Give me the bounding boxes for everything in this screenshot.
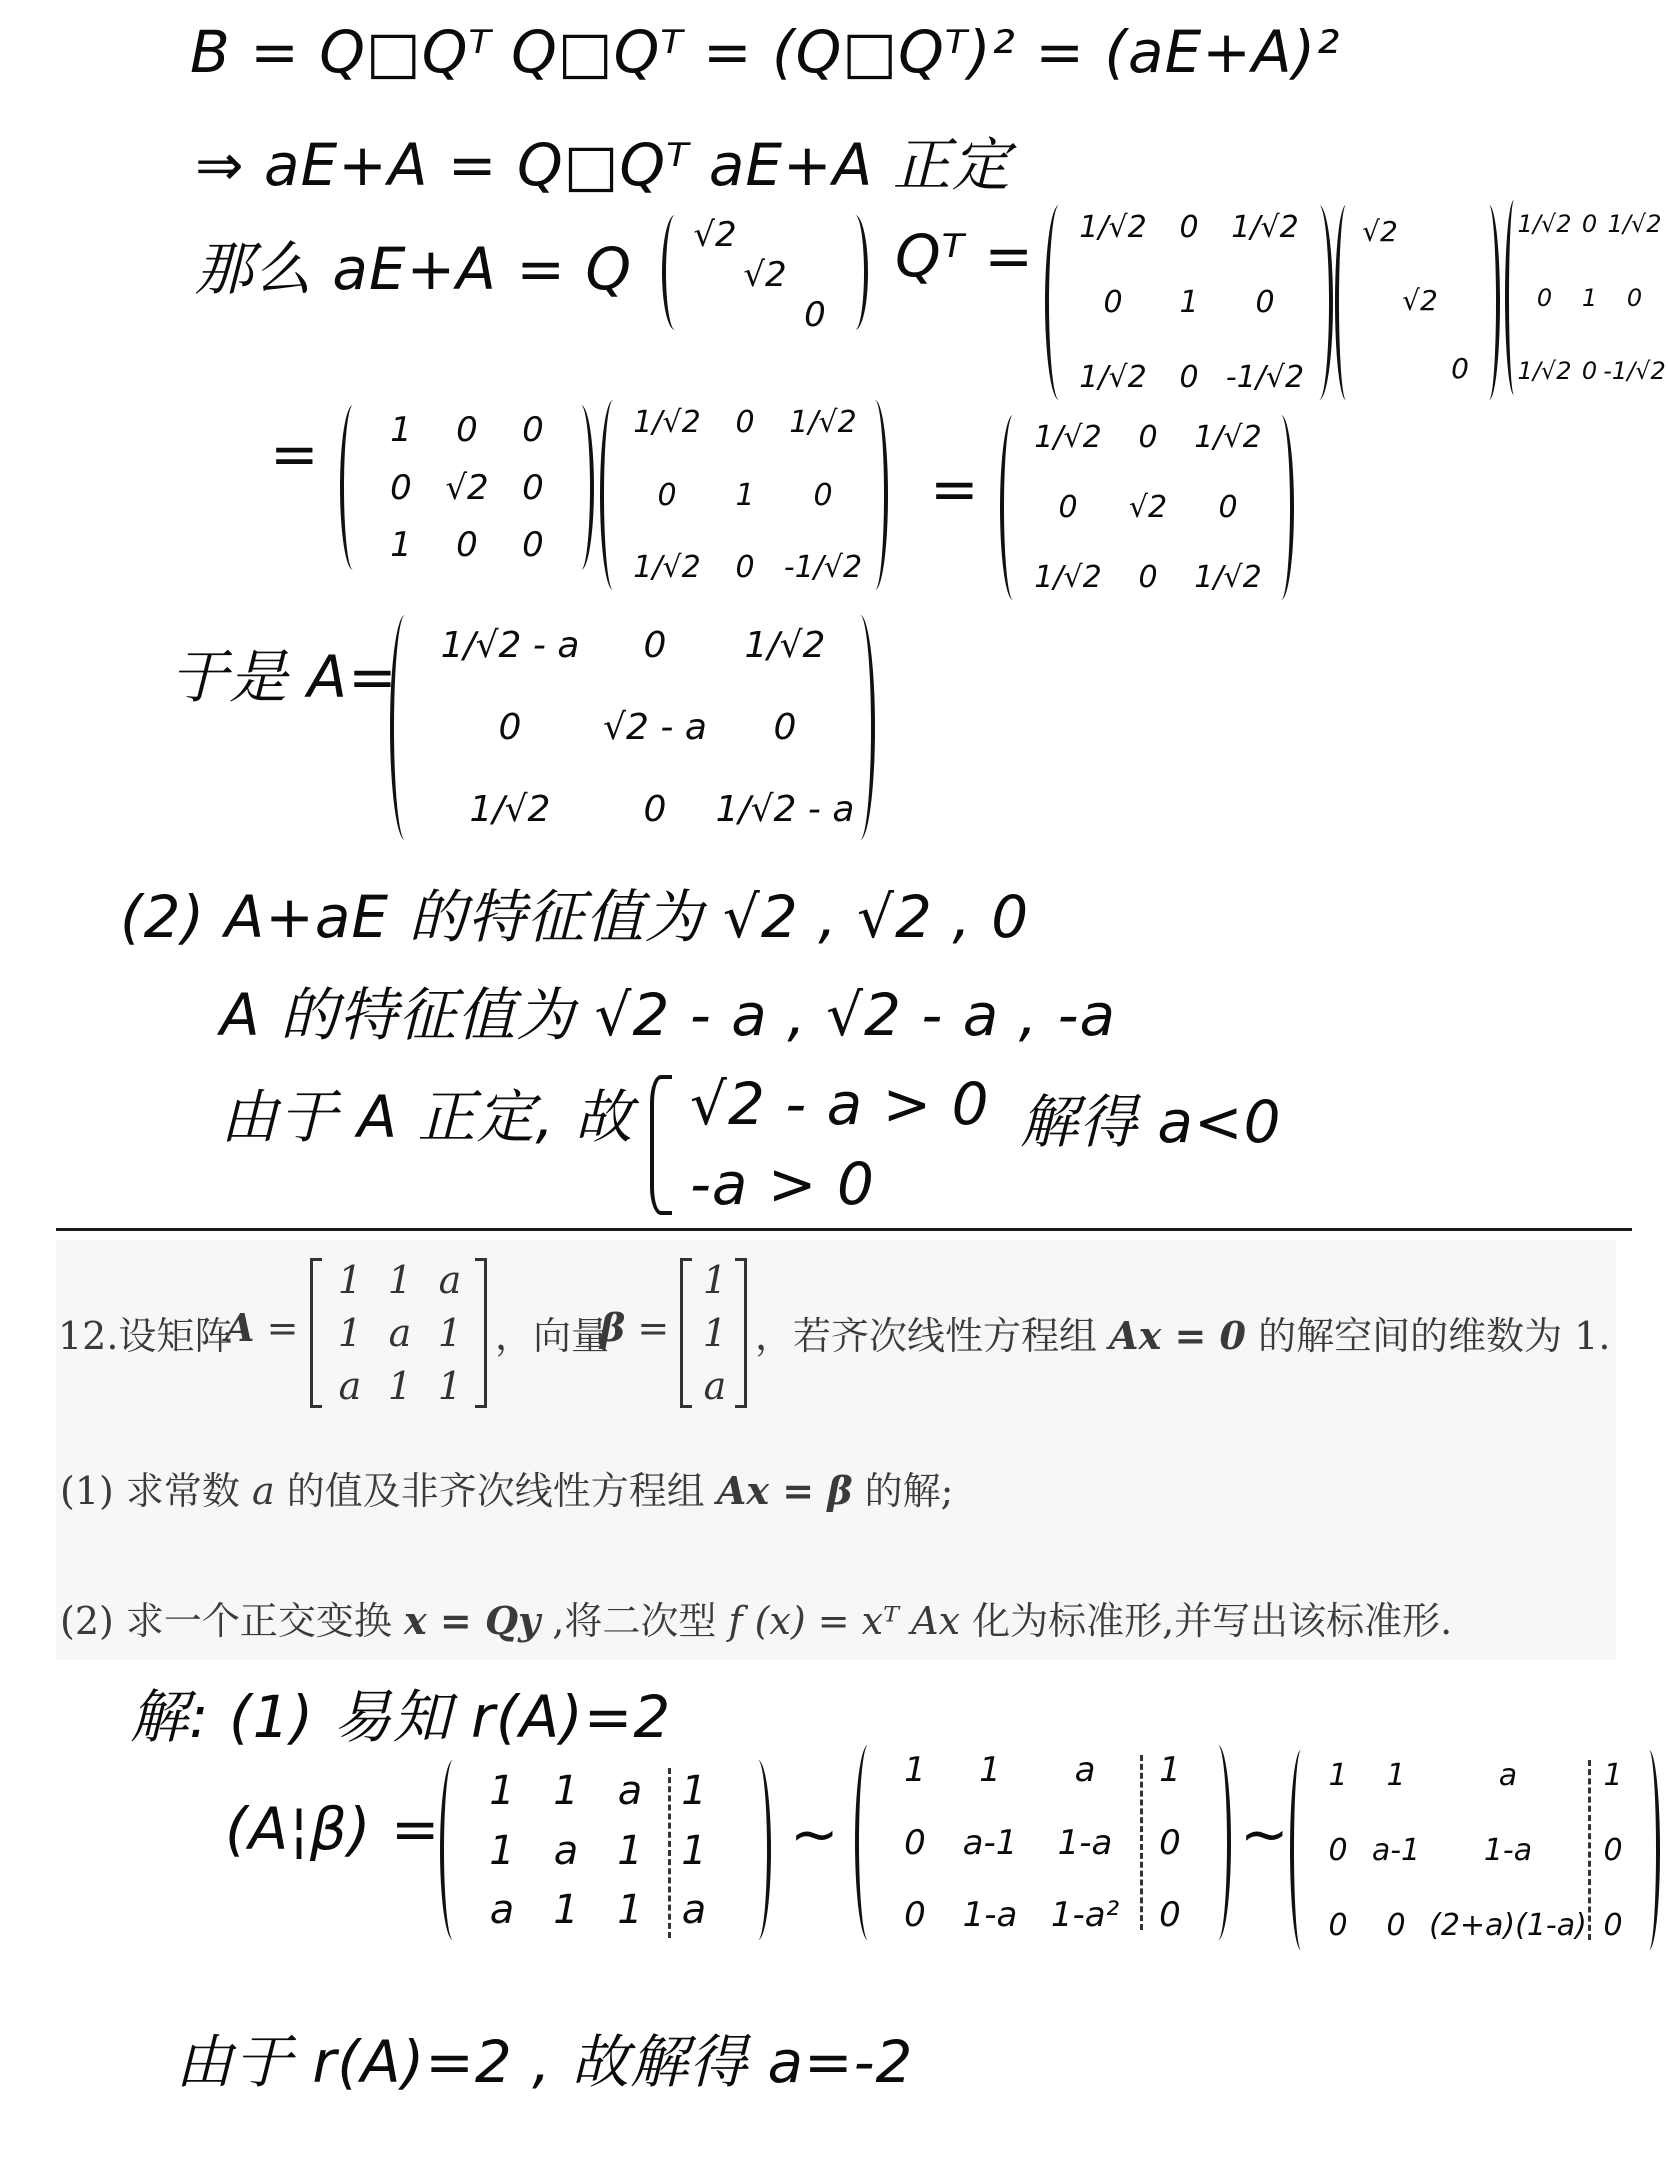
paren-right (1268, 415, 1294, 600)
matrix-cell: 0 (657, 477, 677, 513)
beta-label: β = (600, 1305, 670, 1350)
matrix-cell: 1 (489, 1768, 515, 1814)
paren-right (745, 1760, 771, 1940)
matrix-cell: 1 (1328, 1758, 1348, 1793)
matrix-cell: a (617, 1768, 643, 1814)
a-matrix-prefix: 于是 A= (170, 643, 398, 711)
matrix-cell: √2 - a (603, 707, 707, 748)
augmented-matrix-3 (1312, 1758, 1642, 1943)
matrix-cell: 1/√2 (633, 550, 701, 585)
matrix-cell: 1 (337, 1311, 363, 1355)
matrix-cell: 0 (1386, 1908, 1406, 1943)
matrix-cell: 1 (1386, 1758, 1406, 1793)
system-inequality-2: -a > 0 (690, 1150, 875, 1218)
diag-matrix-small (1360, 215, 1480, 385)
q1-a: a (252, 1469, 275, 1513)
matrix-cell: 0 (643, 625, 667, 666)
matrix-cell: 1/√2 (633, 405, 701, 440)
matrix-cell: 0 (1536, 283, 1553, 312)
augment-divider (668, 1768, 671, 1938)
matrix-cell: a-1 (1371, 1833, 1421, 1868)
system-brace (650, 1075, 672, 1215)
matrix-cell: 1-a² (1050, 1895, 1120, 1935)
bracket-right (735, 1258, 747, 1408)
matrix-cell: 0 (456, 525, 478, 565)
matrix-cell: 0 (1626, 283, 1643, 312)
matrix-mid (628, 405, 863, 585)
matrix-cell: 0 (1058, 490, 1078, 525)
matrix-cell: 1/√2 (744, 625, 826, 666)
matrix-cell: (2+a)(1-a) (1429, 1908, 1587, 1943)
equals-sign: = (270, 420, 320, 488)
solution-line: 解: (1) 易知 r(A)=2 (130, 1683, 672, 1751)
matrix-cell: 1 (1603, 1758, 1623, 1793)
vector-text: ，向量 (495, 1314, 610, 1358)
matrix-cell: a (1074, 1750, 1096, 1790)
matrix-cell: 1-a (962, 1895, 1018, 1935)
matrix-cell: 1 (553, 1768, 579, 1814)
problem-condition (755, 1305, 1610, 1360)
divider-line (56, 1228, 1632, 1231)
matrix-cell: √2 (1128, 490, 1168, 525)
matrix-cell: √2 (693, 215, 737, 255)
q2-prefix: (2) 求一个正交变换 (60, 1599, 392, 1643)
matrix-cell: 0 (1138, 420, 1158, 455)
q1-prefix: (1) 求常数 (60, 1469, 240, 1513)
matrix-cell: 0 (904, 1895, 926, 1935)
matrix-cell: a-1 (962, 1822, 1018, 1863)
matrix-cell: 1/√2 (469, 789, 551, 830)
matrix-cell: √2 (1402, 283, 1438, 317)
matrix-cell: 0 (1581, 210, 1598, 238)
matrix-cell: 1/√2 (1231, 210, 1299, 245)
q1-equation: Ax = β (716, 1468, 853, 1513)
matrix-cell: 1 (979, 1750, 1001, 1790)
q-matrix-t (1517, 210, 1666, 385)
matrix-cell: 0 (456, 410, 478, 450)
matrix-cell: 0 (1328, 1833, 1348, 1868)
bracket-left (310, 1258, 322, 1408)
question-2 (60, 1590, 1452, 1645)
matrix-cell: -1/√2 (1225, 360, 1305, 395)
part2-line-2: A 的特征值为 √2 - a , √2 - a , -a (220, 981, 1117, 1049)
matrix-cell: 1 (681, 1827, 707, 1874)
matrix-cell: a (338, 1364, 362, 1408)
matrix-cell: 0 (643, 789, 667, 830)
vector-cell: 1 (702, 1311, 728, 1355)
matrix-cell: 0 (1159, 1822, 1181, 1863)
paren-left (1045, 205, 1073, 400)
matrix-cell: 0 (1179, 360, 1199, 395)
equals-sign: = (930, 455, 980, 523)
matrix-cell: a (489, 1887, 515, 1933)
matrix-cell: a (388, 1311, 412, 1355)
paren-right (1305, 205, 1333, 400)
equation-line-3-prefix: 那么 aE+A = Q (195, 235, 633, 303)
matrix-cell: 1 (387, 1258, 413, 1302)
matrix-cell: 0 (804, 295, 826, 335)
matrix-cell: 0 (1255, 285, 1275, 320)
matrix-cell: 1-a (1057, 1822, 1113, 1863)
matrix-cell: 0 (1218, 490, 1238, 525)
condition-equation: Ax = 0 (1109, 1313, 1246, 1358)
paren-left (1335, 205, 1357, 400)
matrix-cell: 1 (735, 477, 755, 513)
problem-intro: 12.设矩阵 (58, 1314, 233, 1358)
matrix-cell: 0 (1328, 1908, 1348, 1943)
matrix-cell: 0 (904, 1822, 926, 1863)
matrix-cell: 1 (1581, 283, 1598, 312)
matrix-cell: 1 (681, 1768, 707, 1814)
paren-left (1000, 415, 1026, 600)
printed-a-matrix (325, 1258, 475, 1408)
matrix-cell: 1/√2 - a (440, 625, 580, 666)
paren-left (440, 1760, 466, 1940)
question-1 (60, 1460, 953, 1515)
matrix-cell: 1 (337, 1258, 363, 1302)
paren-left (662, 215, 688, 330)
problem-a-label: A = (225, 1305, 299, 1350)
matrix-cell: 0 (390, 467, 412, 508)
matrix-cell: 0 (498, 707, 522, 748)
q2-mid: ,将二次型 (552, 1599, 717, 1643)
matrix-cell: a (1498, 1758, 1518, 1793)
vector-cell: a (703, 1364, 727, 1408)
equation-line-3-q: Qᵀ = (895, 222, 1035, 290)
matrix-cell: a (553, 1827, 579, 1874)
paren-left (390, 615, 420, 840)
paren-left (600, 400, 626, 590)
condition-tail: 的解空间的维数为 1. (1258, 1314, 1611, 1358)
augment-divider (1588, 1760, 1591, 1940)
matrix-cell: 0 (1451, 352, 1469, 385)
matrix-cell: 0 (1581, 357, 1598, 385)
matrix-cell: 1/√2 (1194, 420, 1262, 455)
matrix-cell: 0 (735, 405, 755, 440)
matrix-cell: 1/√2 (1079, 360, 1147, 395)
matrix-cell: 1 (390, 410, 412, 450)
matrix-cell: 1 (904, 1750, 926, 1790)
matrix-cell: 1 (553, 1887, 579, 1933)
vector-cell: 1 (702, 1258, 728, 1302)
system-inequality-1: √2 - a > 0 (690, 1070, 990, 1138)
matrix-cell: 0 (1103, 285, 1123, 320)
q2-form: f (x) = xᵀ Ax (728, 1599, 960, 1643)
matrix-cell: 1/√2 (789, 405, 857, 440)
matrix-cell: 1/√2 (1034, 560, 1102, 595)
beta-symbol: β (600, 1305, 626, 1350)
matrix-cell: 0 (813, 477, 833, 513)
matrix-cell: 0 (1603, 1833, 1623, 1868)
q2-equation: x = Qy (404, 1598, 541, 1643)
tilde-2: ~ (1240, 1800, 1290, 1868)
matrix-cell: 0 (735, 550, 755, 585)
matrix-cell: 1 (387, 1364, 413, 1408)
matrix-cell: 1/√2 (1607, 210, 1662, 238)
matrix-cell: a (438, 1258, 462, 1302)
equation-line-2: ⇒ aE+A = Q□Qᵀ aE+A 正定 (195, 131, 1011, 199)
matrix-cell: 0 (522, 467, 544, 508)
matrix-cell: 1/√2 (1517, 210, 1572, 238)
part2-line-1: (2) A+aE 的特征值为 √2 , √2 , 0 (120, 883, 1030, 951)
q1-tail: 的解; (864, 1469, 954, 1513)
matrix-cell: √2 (445, 467, 489, 508)
matrix-cell: 0 (1159, 1895, 1181, 1935)
final-line: 由于 r(A)=2 , 故解得 a=-2 (175, 2028, 914, 2096)
q1-mid: 的值及非齐次线性方程组 (286, 1469, 705, 1513)
matrix-cell: 0 (773, 707, 797, 748)
paren-right (862, 400, 888, 590)
matrix-cell: 1-a (1483, 1833, 1533, 1868)
matrix-cell: 1 (437, 1311, 463, 1355)
matrix-cell: 1 (617, 1827, 643, 1874)
augmented-matrix-1 (470, 1768, 740, 1933)
paren-right (1638, 1750, 1660, 1950)
q2-tail: 化为标准形,并写出该标准形. (972, 1599, 1453, 1643)
matrix-cell: a (681, 1887, 707, 1933)
paren-right (568, 405, 594, 570)
bracket-left (680, 1258, 692, 1408)
paren-right (842, 215, 868, 330)
q-matrix (1075, 210, 1305, 395)
paren-left (340, 405, 366, 570)
matrix-cell: 1 (390, 525, 412, 565)
diag-matrix (690, 215, 840, 335)
matrix-cell: 1 (437, 1364, 463, 1408)
condition-text: ，若齐次线性方程组 (755, 1314, 1098, 1358)
beta-vector (695, 1258, 735, 1408)
part2-line-3: 由于 A 正定, 故 (220, 1083, 634, 1151)
matrix-cell: 0 (522, 525, 544, 565)
augmented-label: (A¦β) = (225, 1795, 441, 1863)
matrix-cell: √2 (743, 255, 787, 295)
part2-result: 解得 a<0 (1020, 1088, 1282, 1156)
matrix-cell: 1/√2 (1194, 560, 1262, 595)
matrix-cell: -1/√2 (1603, 357, 1666, 385)
paren-right (1478, 205, 1500, 400)
a-matrix (425, 625, 855, 830)
matrix-cell: 1/√2 (1034, 420, 1102, 455)
paren-left (1290, 1750, 1312, 1950)
matrix-cell: 0 (522, 410, 544, 450)
equation-line-1: B = Q□Qᵀ Q□Qᵀ = (Q□Qᵀ)² = (aE+A)² (190, 18, 1341, 86)
augmented-matrix-2 (885, 1750, 1205, 1935)
matrix-cell: 1/√2 (1079, 210, 1147, 245)
matrix-cell: 1 (1179, 285, 1199, 320)
paren-left (855, 1745, 881, 1940)
matrix-left (368, 410, 568, 565)
matrix-result (1028, 420, 1268, 595)
matrix-cell: 0 (1138, 560, 1158, 595)
paren-right (845, 615, 875, 840)
matrix-cell: 1 (1159, 1750, 1181, 1790)
tilde-1: ~ (790, 1800, 840, 1868)
matrix-cell: √2 (1362, 215, 1398, 248)
matrix-cell: 0 (1603, 1908, 1623, 1943)
matrix-cell: 1/√2 (1517, 357, 1572, 385)
paren-right (1205, 1745, 1231, 1940)
matrix-cell: -1/√2 (783, 550, 863, 585)
matrix-cell: 1/√2 - a (715, 789, 855, 830)
a-symbol: A (225, 1305, 255, 1350)
augment-divider (1140, 1755, 1143, 1930)
matrix-cell: 1 (489, 1827, 515, 1874)
matrix-cell: 0 (1179, 210, 1199, 245)
matrix-cell: 1 (617, 1887, 643, 1933)
bracket-right (475, 1258, 487, 1408)
